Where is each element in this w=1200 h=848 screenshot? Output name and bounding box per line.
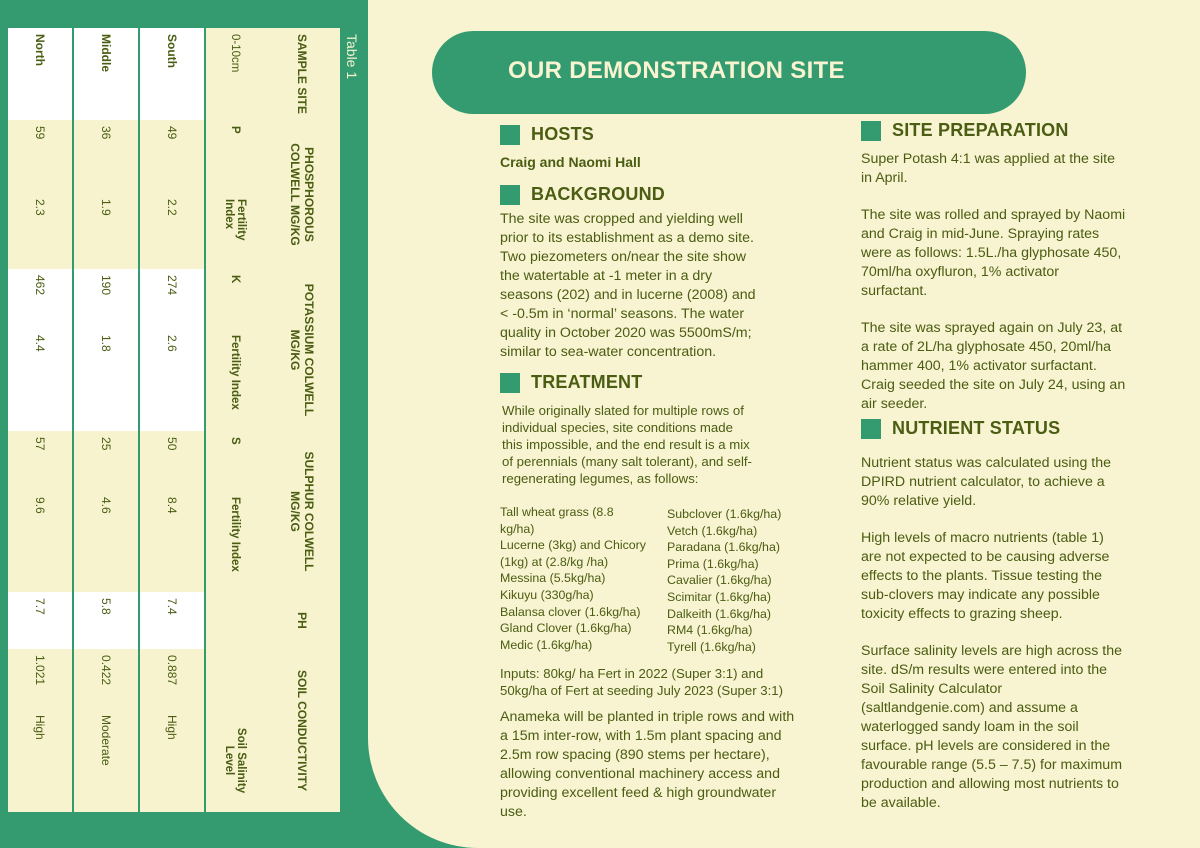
- soil-test-table: [8, 28, 340, 812]
- species-list-right: [667, 506, 817, 655]
- text-line: are not expected to be causing adverse: [861, 549, 1110, 565]
- list-item: Prima (1.6kg/ha): [667, 556, 759, 571]
- cell-site: North: [8, 28, 73, 120]
- cell-k-index: 4.4: [8, 329, 73, 431]
- text-line: sub-clovers may indicate any possible: [861, 587, 1100, 603]
- text-line: Soil Salinity Calculator: [861, 681, 1003, 697]
- treatment-heading-text: TREATMENT: [531, 372, 643, 392]
- text-line: The site was sprayed again on July 23, at: [861, 320, 1123, 336]
- text-line: a rate of 2L/ha glyphosate 450, 20ml/ha: [861, 339, 1112, 355]
- text-line: High levels of macro nutrients (table 1): [861, 530, 1104, 546]
- cell-k: 274: [139, 269, 205, 329]
- table-subheader-row: [205, 28, 265, 812]
- list-item: Tyrell (1.6kg/ha): [667, 639, 756, 654]
- cell-ph: 7.7: [8, 592, 73, 649]
- list-item: Vetch (1.6kg/ha): [667, 523, 758, 538]
- col-header-sulphur: SULPHUR COLWELL MG/KG: [265, 431, 340, 592]
- col-header-site: SAMPLE SITE: [265, 28, 340, 120]
- subheader-ph-blank: [205, 592, 265, 649]
- cell-p: 36: [73, 120, 139, 193]
- cell-conductivity: 0.422: [73, 649, 139, 709]
- text-line: Surface salinity levels are high across the: [861, 643, 1123, 659]
- text-line: site. dS/m results were entered into the: [861, 662, 1108, 678]
- cell-conductivity: 1.021: [8, 649, 73, 709]
- cell-k-index: 2.6: [139, 329, 205, 431]
- treatment-heading: [500, 372, 642, 393]
- background-heading: [500, 184, 665, 205]
- hosts-heading: [500, 124, 594, 145]
- site-preparation-heading-text: SITE PREPARATION: [892, 120, 1069, 140]
- table-row: [8, 28, 73, 812]
- cell-p-index: 2.3: [8, 193, 73, 269]
- nutrient-status-heading: [861, 418, 1060, 439]
- list-item: RM4 (1.6kg/ha): [667, 623, 753, 638]
- list-item: Balansa clover (1.6kg/ha): [500, 604, 641, 619]
- text-line: (saltlandgenie.com) and assume a: [861, 700, 1078, 716]
- hosts-heading-text: HOSTS: [531, 124, 595, 144]
- list-item: Subclover (1.6kg/ha): [667, 507, 782, 521]
- text-line: Super Potash 4:1 was applied at the site: [861, 151, 1115, 167]
- cell-s: 25: [73, 431, 139, 491]
- cell-p-index: 1.9: [73, 193, 139, 269]
- text-line: favourable range (5.5 – 7.5) for maximum: [861, 757, 1123, 773]
- text-line: quality in October 2020 was 5500mS/m;: [500, 325, 752, 341]
- text-line: a 15m inter-row, with 1.5m plant spacing and: [500, 728, 782, 744]
- table-panel: [0, 0, 368, 848]
- text-line: of perennials (many salt tolerant), and self-: [502, 454, 752, 469]
- content-panel: [368, 0, 1200, 848]
- cell-k: 190: [73, 269, 139, 329]
- text-line: While originally slated for multiple rows of: [502, 403, 744, 418]
- text-line: toxicity effects to grazing sheep.: [861, 606, 1063, 622]
- square-bullet-icon: [500, 373, 520, 393]
- cell-k: 462: [8, 269, 73, 329]
- text-line: surfactant.: [861, 283, 928, 299]
- list-item: Messina (5.5kg/ha): [500, 571, 606, 586]
- col-header-ph: PH: [265, 592, 340, 649]
- subheader-salinity-level: Soil Salinity Level: [205, 709, 265, 812]
- inputs-paragraph: [500, 665, 820, 699]
- text-line: seasons (202) and in lucerne (2008) and: [500, 287, 756, 303]
- hosts-names: Craig and Naomi Hall: [500, 154, 641, 170]
- text-line: use.: [500, 804, 527, 820]
- cell-s-index: 8.4: [139, 491, 205, 592]
- text-line: similar to sea-water concentration.: [500, 344, 717, 360]
- site-preparation-heading: [861, 120, 1069, 141]
- subheader-k-index: Fertility Index: [205, 329, 265, 431]
- list-item: Dalkeith (1.6kg/ha): [667, 606, 771, 621]
- text-line: surface. pH levels are considered in the: [861, 738, 1111, 754]
- col-header-phosphorous: PHOSPHOROUS COLWELL MG/KG: [265, 120, 340, 269]
- list-item: Kikuyu (330g/ha): [500, 587, 594, 602]
- cell-salinity-level: High: [8, 709, 73, 812]
- text-line: Two piezometers on/near the site show: [500, 249, 747, 265]
- subheader-s-index: Fertility Index: [205, 491, 265, 592]
- text-line: this impossible, and the end result is a mix: [502, 437, 750, 452]
- cell-conductivity: 0.887: [139, 649, 205, 709]
- text-line: individual species, site conditions made: [502, 420, 733, 435]
- cell-site: South: [139, 28, 205, 120]
- table-caption: Table 1: [344, 34, 360, 80]
- nutrient-status-paragraph-3: [861, 642, 1161, 813]
- text-line: The site was cropped and yielding well: [500, 211, 743, 227]
- list-item: Tall wheat grass (8.8: [500, 505, 614, 519]
- cell-p: 59: [8, 120, 73, 193]
- cell-salinity-level: Moderate: [73, 709, 139, 812]
- cell-site: Middle: [73, 28, 139, 120]
- list-item: kg/ha): [500, 521, 535, 536]
- subheader-depth: 0-10cm: [205, 28, 265, 120]
- table-row: [73, 28, 139, 812]
- species-list-left: [500, 504, 665, 653]
- text-line: prior to its establishment as a demo site.: [500, 230, 754, 246]
- text-line: DPIRD nutrient calculator, to achieve a: [861, 474, 1105, 490]
- text-line: effects to the plants. Tissue testing the: [861, 568, 1103, 584]
- background-heading-text: BACKGROUND: [531, 184, 665, 204]
- subheader-conductivity-blank: [205, 649, 265, 709]
- list-item: Gland Clover (1.6kg/ha): [500, 621, 632, 636]
- text-line: the watertable at -1 meter in a dry: [500, 268, 713, 284]
- treatment-paragraph: [502, 402, 802, 487]
- cell-p-index: 2.2: [139, 193, 205, 269]
- text-line: air seeder.: [861, 396, 928, 412]
- cell-salinity-level: High: [139, 709, 205, 812]
- col-header-potassium: POTASSIUM COLWELL MG/KG: [265, 269, 340, 431]
- cell-ph: 5.8: [73, 592, 139, 649]
- list-item: Lucerne (3kg) and Chicory: [500, 538, 647, 553]
- anameka-paragraph: [500, 708, 820, 822]
- list-item: (1kg) at (2.8/kg /ha): [500, 554, 609, 569]
- text-line: The site was rolled and sprayed by Naomi: [861, 207, 1126, 223]
- cell-s: 50: [139, 431, 205, 491]
- subheader-s: S: [205, 431, 265, 491]
- text-line: waterlogged sandy loam in the soil: [861, 719, 1079, 735]
- text-line: 90% relative yield.: [861, 493, 977, 509]
- text-line: < -0.5m in ‘normal’ seasons. The water: [500, 306, 745, 322]
- text-line: production and allowing most nutrients to: [861, 776, 1119, 792]
- cell-s-index: 9.6: [8, 491, 73, 592]
- text-line: were as follows: 1.5L./ha glyphosate 450,: [861, 245, 1122, 261]
- nutrient-status-heading-text: NUTRIENT STATUS: [892, 418, 1061, 438]
- site-preparation-paragraph-3: [861, 319, 1161, 414]
- cell-p: 49: [139, 120, 205, 193]
- list-item: Paradana (1.6kg/ha): [667, 540, 780, 555]
- list-item: Cavalier (1.6kg/ha): [667, 573, 772, 588]
- page-title: OUR DEMONSTRATION SITE: [508, 57, 845, 84]
- text-line: providing excellent feed & high groundwater: [500, 785, 777, 801]
- table-header-row: [265, 28, 340, 812]
- text-line: Nutrient status was calculated using the: [861, 455, 1111, 471]
- text-line: allowing conventional machinery access and: [500, 766, 780, 782]
- list-item: Scimitar (1.6kg/ha): [667, 589, 771, 604]
- cell-k-index: 1.8: [73, 329, 139, 431]
- col-header-conductivity: SOIL CONDUCTIVITY: [265, 649, 340, 812]
- subheader-p-index: Fertility Index: [205, 193, 265, 269]
- cell-ph: 7.4: [139, 592, 205, 649]
- title-banner: [432, 31, 1026, 114]
- square-bullet-icon: [500, 125, 520, 145]
- text-line: regenerating legumes, as follows:: [502, 471, 699, 486]
- text-line: Inputs: 80kg/ ha Fert in 2022 (Super 3:1) and: [500, 666, 764, 681]
- table-row: [139, 28, 205, 812]
- background-paragraph: [500, 210, 790, 362]
- text-line: 50kg/ha of Fert at seeding July 2023 (Super 3:1): [500, 683, 783, 698]
- square-bullet-icon: [500, 185, 520, 205]
- text-line: be available.: [861, 795, 941, 811]
- text-line: hammer 400, 1% activator surfactant.: [861, 358, 1097, 374]
- text-line: 70ml/ha oxyfluron, 1% activator: [861, 264, 1059, 280]
- square-bullet-icon: [861, 121, 881, 141]
- text-line: Anameka will be planted in triple rows and with: [500, 709, 795, 725]
- cell-s: 57: [8, 431, 73, 491]
- site-preparation-paragraph-1: [861, 150, 1161, 188]
- nutrient-status-paragraph-2: [861, 529, 1161, 624]
- list-item: Medic (1.6kg/ha): [500, 637, 593, 652]
- cell-s-index: 4.6: [73, 491, 139, 592]
- nutrient-status-paragraph-1: [861, 454, 1161, 511]
- text-line: Craig seeded the site on July 24, using an: [861, 377, 1126, 393]
- text-line: 2.5m row spacing (890 stems per hectare),: [500, 747, 770, 763]
- soil-table-rotated: [4, 28, 364, 812]
- subheader-p: P: [205, 120, 265, 193]
- text-line: and Craig in mid-June. Spraying rates: [861, 226, 1100, 242]
- subheader-k: K: [205, 269, 265, 329]
- square-bullet-icon: [861, 419, 881, 439]
- site-preparation-paragraph-2: [861, 206, 1161, 301]
- text-line: in April.: [861, 170, 908, 186]
